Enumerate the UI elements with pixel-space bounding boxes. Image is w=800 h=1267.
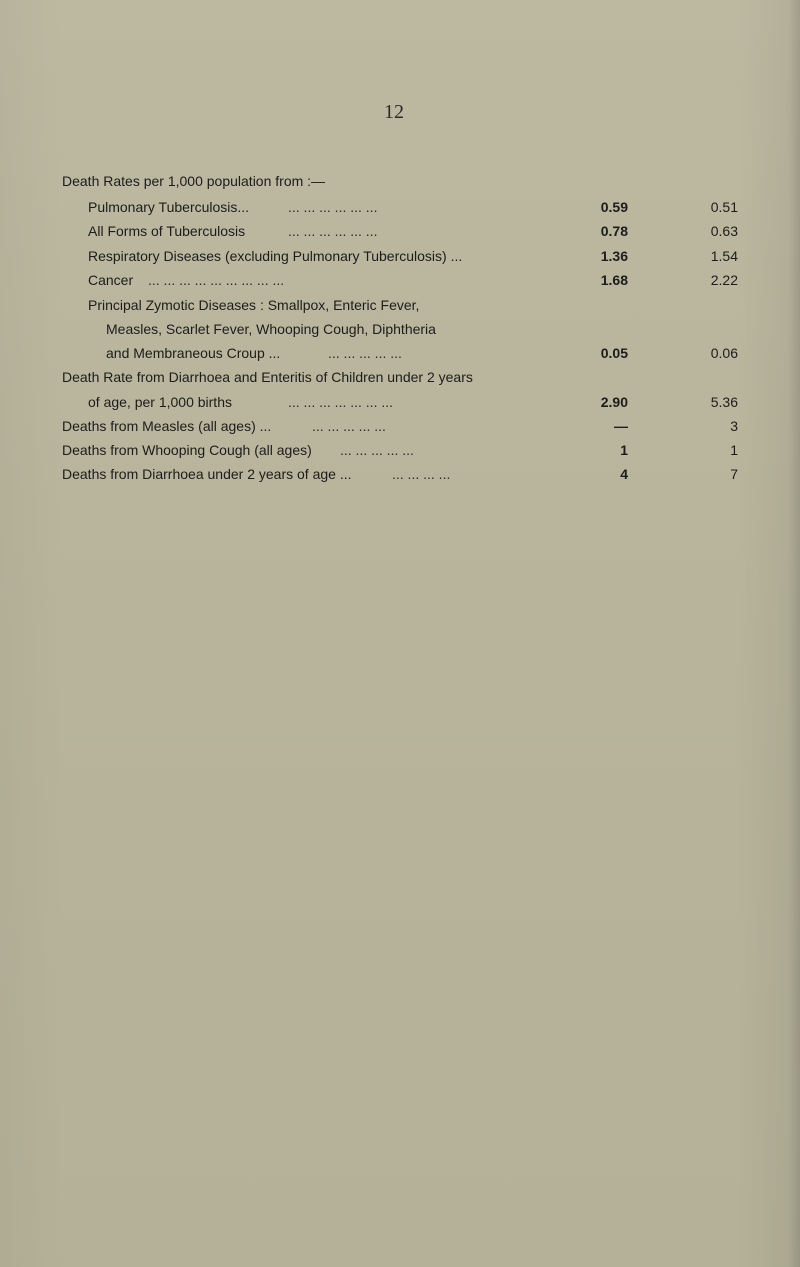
- table-row: [0, 196, 800, 218]
- table-row: [0, 366, 800, 388]
- value-col-1: 0.78: [600, 223, 628, 239]
- page-edge-shadow: [788, 0, 800, 1267]
- leader-dots: ... ... ... ... ... ... ...: [288, 394, 394, 410]
- row-label: Deaths from Whooping Cough (all ages): [62, 442, 312, 458]
- leader-dots: ... ... ... ... ...: [328, 345, 402, 361]
- value-col-2: 2.22: [710, 272, 738, 288]
- page-number: 12: [384, 101, 404, 123]
- leader-dots: ... ... ... ... ... ...: [288, 199, 378, 215]
- value-col-1: 1: [620, 442, 628, 458]
- value-col-2: 1: [730, 442, 738, 458]
- value-col-1: 1.36: [600, 248, 628, 264]
- table-row: [0, 269, 800, 291]
- row-label: Deaths from Diarrhoea under 2 years of age ...: [62, 466, 352, 482]
- value-col-1: 1.68: [600, 272, 628, 288]
- row-label: and Membraneous Croup ...: [106, 345, 281, 361]
- table-row: [0, 245, 800, 267]
- leader-dots: ... ... ... ... ...: [340, 442, 414, 458]
- value-col-1: 2.90: [600, 394, 628, 410]
- value-col-1: 4: [620, 466, 628, 482]
- leader-dots: ... ... ... ...: [392, 466, 451, 482]
- table-row: [0, 318, 800, 340]
- table-row: [0, 439, 800, 461]
- row-label: Principal Zymotic Diseases : Smallpox, Enteric Fever,: [88, 297, 420, 313]
- value-col-2: 0.06: [710, 345, 738, 361]
- value-col-1: —: [614, 418, 628, 434]
- value-col-2: 0.63: [710, 223, 738, 239]
- value-col-1: 0.05: [600, 345, 628, 361]
- value-col-2: 1.54: [710, 248, 738, 264]
- leader-dots: ... ... ... ... ... ... ... ... ...: [148, 272, 285, 288]
- table-row: [0, 294, 800, 316]
- value-col-2: 7: [730, 466, 738, 482]
- value-col-2: 5.36: [710, 394, 738, 410]
- table-row: [0, 415, 800, 437]
- value-col-2: 3: [730, 418, 738, 434]
- row-label: Measles, Scarlet Fever, Whooping Cough, Diphtheria: [106, 321, 436, 337]
- table-row: [0, 463, 800, 485]
- value-col-1: 0.59: [600, 199, 628, 215]
- row-label: Death Rate from Diarrhoea and Enteritis of Children under 2 years: [62, 369, 473, 385]
- table-row: [0, 342, 800, 364]
- row-label: Pulmonary Tuberculosis...: [88, 199, 250, 215]
- table-row: [0, 170, 800, 192]
- row-label: Cancer: [88, 272, 134, 288]
- leader-dots: ... ... ... ... ...: [312, 418, 386, 434]
- row-label: Deaths from Measles (all ages) ...: [62, 418, 272, 434]
- row-label: All Forms of Tuberculosis: [88, 223, 246, 239]
- row-label: Respiratory Diseases (excluding Pulmonary Tuberculosis) ...: [88, 248, 463, 264]
- value-col-2: 0.51: [710, 199, 738, 215]
- row-label: of age, per 1,000 births: [88, 394, 232, 410]
- leader-dots: ... ... ... ... ... ...: [288, 223, 378, 239]
- row-label: Death Rates per 1,000 population from :—: [62, 173, 326, 189]
- table-row: [0, 391, 800, 413]
- table-row: [0, 220, 800, 242]
